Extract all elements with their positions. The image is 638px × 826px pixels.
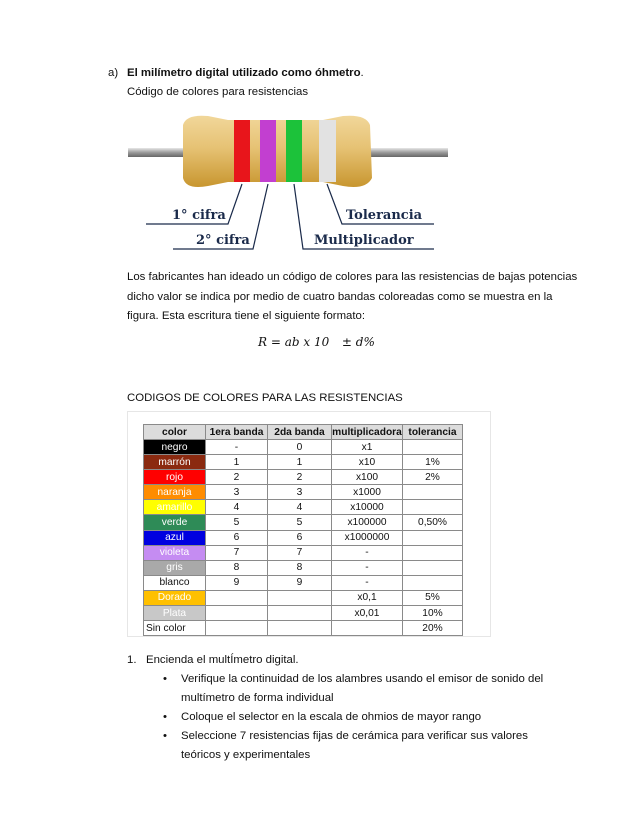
cell-color: azul	[144, 530, 206, 545]
table-row	[144, 455, 463, 470]
cell-multiplier: x10000	[332, 500, 403, 515]
table-row	[144, 440, 463, 455]
table-row	[144, 485, 463, 500]
step-1	[127, 651, 567, 765]
table-row	[144, 560, 463, 575]
cell-tolerance: 0,50%	[403, 515, 463, 530]
cell-band1: 4	[206, 500, 268, 515]
cell-multiplier: x0,01	[332, 606, 403, 621]
resistor-figure	[128, 108, 448, 254]
table-row	[144, 606, 463, 621]
label-multiplicador: Multiplicador	[314, 233, 414, 248]
table-row	[144, 500, 463, 515]
cell-band2: 9	[268, 575, 332, 590]
cell-band2: 5	[268, 515, 332, 530]
bullet-icon: •	[163, 711, 167, 723]
bullet-icon: •	[163, 673, 167, 685]
cell-tolerance	[403, 500, 463, 515]
cell-band1: 6	[206, 530, 268, 545]
label-tolerancia: Tolerancia	[346, 208, 423, 223]
step-1-bullets	[127, 670, 567, 765]
cell-multiplier: -	[332, 575, 403, 590]
table-row	[144, 590, 463, 605]
cell-band1: 2	[206, 470, 268, 485]
cell-band1: 3	[206, 485, 268, 500]
cell-multiplier: x0,1	[332, 590, 403, 605]
table-row	[144, 470, 463, 485]
cell-multiplier: x1000	[332, 485, 403, 500]
cell-band1	[206, 590, 268, 605]
intro-paragraph: Los fabricantes han ideado un código de colores para las resistencias de bajas potencias dicho valor se indica por medio de cuatro bandas coloreadas como se muestra en la figura. Esta escritura tiene el siguiente formato:	[127, 271, 578, 322]
cell-band1	[206, 606, 268, 621]
cell-multiplier: x100000	[332, 515, 403, 530]
resistor-body	[183, 116, 372, 187]
header-band1: 1era banda	[206, 425, 268, 440]
color-code-table	[143, 424, 463, 636]
cell-band2: 0	[268, 440, 332, 455]
bullet-item	[127, 670, 567, 708]
bullet-text: Coloque el selector en la escala de ohmios de mayor rango	[181, 711, 482, 723]
cell-band2: 4	[268, 500, 332, 515]
label-1-cifra: 1° cifra	[172, 208, 226, 223]
cell-tolerance	[403, 485, 463, 500]
cell-multiplier: -	[332, 560, 403, 575]
cell-tolerance: 2%	[403, 470, 463, 485]
cell-color: Plata	[144, 606, 206, 621]
bullet-text: Seleccione 7 resistencias fijas de cerámica para verificar sus valores teóricos y experimentales	[181, 730, 528, 761]
cell-tolerance: 1%	[403, 455, 463, 470]
cell-band2: 1	[268, 455, 332, 470]
cell-color: verde	[144, 515, 206, 530]
cell-multiplier: x10	[332, 455, 403, 470]
section-subtitle: Código de colores para resistencias	[127, 86, 309, 98]
cell-tolerance	[403, 560, 463, 575]
steps-list	[127, 651, 567, 765]
cell-band1: 8	[206, 560, 268, 575]
cell-multiplier	[332, 621, 403, 636]
header-band2: 2da banda	[268, 425, 332, 440]
formula-main: R = ab x 10	[258, 335, 330, 349]
cell-color: gris	[144, 560, 206, 575]
table-row	[144, 530, 463, 545]
label-2-cifra: 2° cifra	[196, 233, 250, 248]
cell-color: violeta	[144, 545, 206, 560]
cell-multiplier: -	[332, 545, 403, 560]
cell-color: naranja	[144, 485, 206, 500]
table-title: CODIGOS DE COLORES PARA LAS RESISTENCIAS	[127, 392, 403, 404]
cell-color: marrón	[144, 455, 206, 470]
table-header-row	[144, 425, 463, 440]
bullet-text: Verifique la continuidad de los alambres usando el emisor de sonido del multímetro de forma individual	[181, 673, 544, 704]
cell-band2	[268, 606, 332, 621]
cell-color: Dorado	[144, 590, 206, 605]
cell-tolerance: 10%	[403, 606, 463, 621]
cell-color: rojo	[144, 470, 206, 485]
step-1-text: Encienda el multÍmetro digital.	[146, 654, 299, 666]
cell-band1: 7	[206, 545, 268, 560]
cell-band2: 2	[268, 470, 332, 485]
cell-tolerance: 20%	[403, 621, 463, 636]
section-title-suffix: .	[360, 67, 364, 79]
table-row	[144, 575, 463, 590]
cell-multiplier: x1	[332, 440, 403, 455]
cell-band1	[206, 621, 268, 636]
cell-band1: 9	[206, 575, 268, 590]
bullet-icon: •	[163, 730, 167, 742]
cell-band1: 1	[206, 455, 268, 470]
band-4	[319, 120, 336, 182]
formula-tail: ± d%	[341, 335, 375, 349]
band-2	[260, 120, 276, 182]
cell-tolerance	[403, 545, 463, 560]
header-multiplier: multiplicadora	[332, 426, 402, 438]
cell-band2	[268, 590, 332, 605]
cell-band1: 5	[206, 515, 268, 530]
cell-band1: -	[206, 440, 268, 455]
formula-exponent	[329, 334, 334, 344]
table-row	[144, 621, 463, 636]
resistance-formula	[258, 335, 375, 349]
cell-band2: 6	[268, 530, 332, 545]
cell-band2: 3	[268, 485, 332, 500]
cell-band2	[268, 621, 332, 636]
cell-color: Sin color	[144, 621, 206, 636]
cell-tolerance	[403, 440, 463, 455]
cell-multiplier: x100	[332, 470, 403, 485]
step-1-number: 1.	[127, 654, 137, 666]
band-1	[234, 120, 250, 182]
cell-color: blanco	[144, 575, 206, 590]
bullet-item	[127, 708, 567, 727]
cell-color: negro	[144, 440, 206, 455]
cell-tolerance	[403, 575, 463, 590]
section-label: a)	[108, 67, 119, 79]
table-row	[144, 515, 463, 530]
header-tolerance: tolerancia	[403, 425, 463, 440]
cell-band2: 7	[268, 545, 332, 560]
section-a-heading	[108, 67, 364, 79]
cell-color: amarillo	[144, 500, 206, 515]
band-3	[286, 120, 302, 182]
table-row	[144, 545, 463, 560]
section-title: El milímetro digital utilizado como óhmetro	[127, 67, 361, 79]
cell-tolerance	[403, 530, 463, 545]
header-color: color	[144, 425, 206, 440]
cell-multiplier: x1000000	[332, 530, 403, 545]
bullet-item	[127, 727, 567, 765]
cell-band2: 8	[268, 560, 332, 575]
cell-tolerance: 5%	[403, 590, 463, 605]
